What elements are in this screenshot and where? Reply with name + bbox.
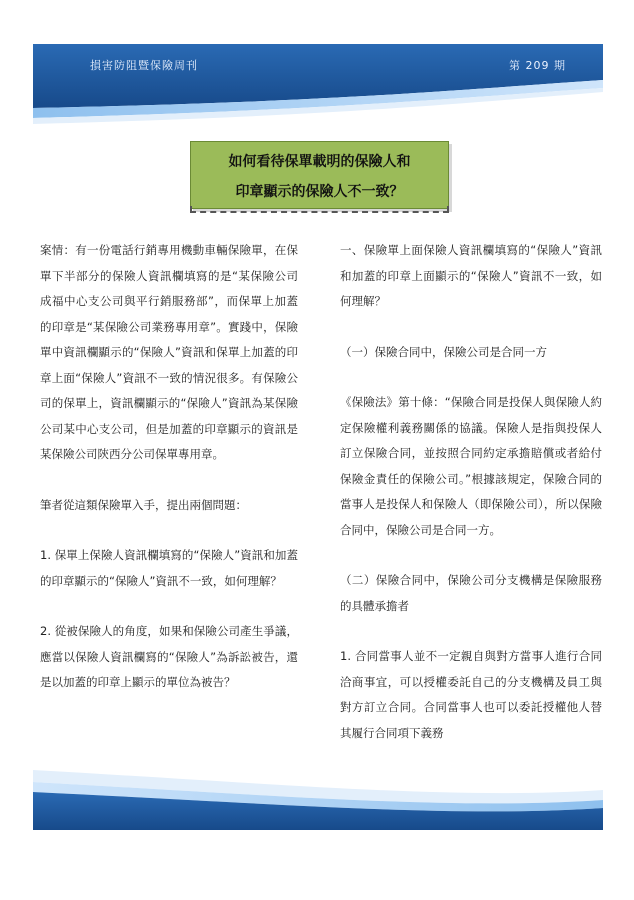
right-paragraph-heading: 一、保險單上面保險人資訊欄填寫的“保險人”資訊和加蓋的印章上面顯示的“保險人”資訊不一致，如何理解？ [340,243,602,308]
title-dashed-border [190,206,449,213]
publication-title: 損害防阻暨保險周刊 [90,59,198,72]
left-paragraph-question-1: 1. 保單上保險人資訊欄填寫的“保險人”資訊和加蓋的印章顯示的“保險人”資訊不一致，如何理解？ [40,548,298,588]
footer-band [33,770,603,830]
right-column [340,238,602,771]
right-paragraph-subheading-2: （二）保險合同中，保險公司分支機構是保險服務的具體承擔者 [340,573,602,613]
left-paragraph-question-2: 2. 從被保險人的角度，如果和保險公司產生爭議，應當以保險人資訊欄寫的“保險人”為訴訟被告，還是以加蓋的印章上顯示的單位為被告？ [40,624,298,689]
right-paragraph-point-1: 1. 合同當事人並不一定親自與對方當事人進行合同洽商事宜，可以授權委託自己的分支機構及員工與對方訂立合同。合同當事人也可以委託授權他人替其履行合同項下義務 [340,649,602,740]
article-title-box [190,141,449,209]
left-column [40,238,298,721]
right-paragraph-law: 《保險法》第十條：“保險合同是投保人與保險人約定保險權利義務關係的協議。保險人是指與投保人訂立保險合同，並按照合同約定承擔賠償或者給付保險金責任的保險公司。”根據該規定，保險合同的當事人是投保人和保險人（即保險公司），所以保險合同中，保險公司是合同一方。 [340,395,602,537]
header-band [33,44,603,124]
left-paragraph-case: 案情：有一份電話行銷專用機動車輛保險單，在保單下半部分的保險人資訊欄填寫的是“某保險公司成福中心支公司與平行銷服務部”，而保單上加蓋的印章是“某保險公司業務專用章”。實踐中，保險單中資訊欄顯示的“保險人”資訊和保單上加蓋的印章上面“保險人”資訊不一致的情況很多。有保險公司的保單上，資訊欄顯示的“保險人”資訊為某保險公司某中心支公司，但是加蓋的印章顯示的資訊是某保險公司陝西分公司保單專用章。 [40,243,298,461]
article-title-line-2: 印章顯示的保險人不一致？ [235,184,404,200]
left-paragraph-intro: 筆者從這類保險單入手，提出兩個問題： [40,497,247,512]
issue-number: 第 209 期 [509,59,566,72]
article-title-line-1: 如何看待保單載明的保險人和 [228,154,411,170]
right-paragraph-subheading-1: （一）保險合同中，保險公司是合同一方 [340,344,547,359]
